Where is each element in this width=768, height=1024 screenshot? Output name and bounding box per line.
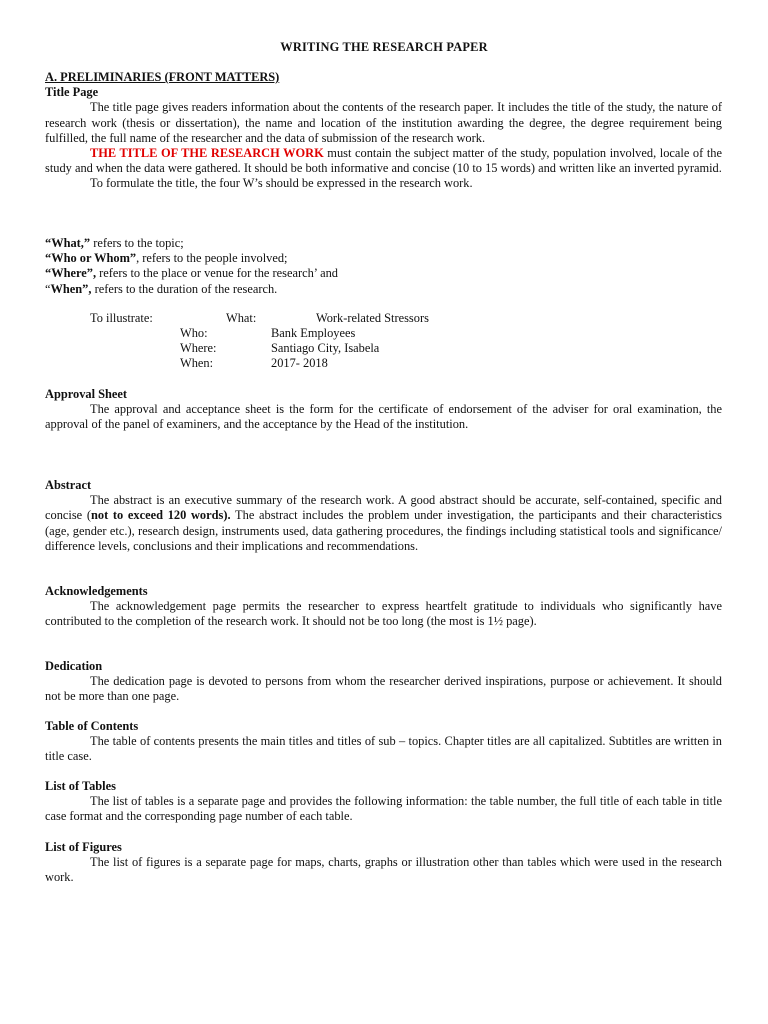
illustrate-value: Bank Employees [271, 326, 356, 340]
illustrate-label: Where: [180, 341, 217, 355]
w-item-what: “What,” refers to the topic; [45, 236, 184, 250]
title-rule-paragraph [45, 146, 722, 176]
acknowledgements-heading: Acknowledgements [45, 584, 148, 598]
illustrate-value: 2017- 2018 [271, 356, 328, 370]
approval-section [45, 387, 722, 433]
illustrate-row-where [45, 341, 722, 356]
acknowledgements-section [45, 584, 722, 630]
four-ws-paragraph: To formulate the title, the four W’s should be expressed in the research work. [90, 176, 473, 191]
dedication-heading: Dedication [45, 659, 103, 673]
acknowledgements-paragraph: The acknowledgement page permits the researcher to express heartfelt gratitude to individuals who significantly have contributed to the completion of the research work. It should not be too long (the most is 1½ page). [45, 599, 722, 629]
abstract-paragraph: The abstract is an executive summary of the research work. A good abstract should be accurate, self-contained, specific and concise (not to exceed 120 words). The abstract includes the problem under investigation, the participants and their characteristics (age, gender etc.), research design, instruments used, data gathering procedures, the findings including statistical tools and significance/ difference levels, conclusions and their implications and recommendations. [45, 493, 722, 553]
toc-section [45, 719, 722, 765]
illustrate-value: Santiago City, Isabela [271, 341, 380, 355]
illustrate-label: When: [180, 356, 214, 370]
list-of-tables-paragraph: The list of tables is a separate page and provides the following information: the table number, the full title of each table in title case format and the corresponding page number of each table. [45, 794, 722, 824]
illustrate-row-when [45, 356, 722, 371]
w-item-who: “Who or Whom”, refers to the people involved; [45, 251, 288, 266]
abstract-heading: Abstract [45, 478, 92, 492]
document-title: WRITING THE RESEARCH PAPER [280, 40, 488, 54]
list-of-tables-heading: List of Tables [45, 779, 116, 793]
list-of-figures-heading: List of Figures [45, 840, 122, 854]
title-page-section [45, 70, 722, 192]
w-item-where: “Where”, refers to the place or venue for the research’ and [45, 266, 338, 281]
illustrate-label: What: [226, 311, 257, 325]
four-ws-list [45, 236, 722, 297]
illustrate-value: Work-related Stressors [316, 311, 429, 325]
illustration-block [45, 311, 722, 371]
dedication-section [45, 659, 722, 705]
illustrate-lead: To illustrate: [90, 311, 153, 325]
title-page-heading: Title Page [45, 85, 99, 100]
illustrate-row-what [45, 311, 722, 326]
illustrate-row-who [45, 326, 722, 341]
abstract-section [45, 478, 722, 554]
title-page-paragraph: The title page gives readers information about the contents of the research paper. It includes the title of the study, the nature of research work (thesis or dissertation), the name and location of the institution awarding the degree, the degree requirement being fulfilled, the full name of the researcher and the data of submission of the research work. [45, 100, 722, 145]
dedication-paragraph: The dedication page is devoted to persons from whom the researcher derived inspirations, purpose or achievement. It should not be more than one page. [45, 674, 722, 704]
toc-heading: Table of Contents [45, 719, 139, 733]
illustrate-label: Who: [180, 326, 208, 340]
list-of-tables-section [45, 779, 722, 825]
section-a-heading: A. PRELIMINARIES (FRONT MATTERS) [45, 70, 280, 84]
approval-paragraph: The approval and acceptance sheet is the form for the certificate of endorsement of the adviser for oral examination, the approval of the panel of examiners, and the acceptance by the Head of the institution. [45, 402, 722, 432]
list-of-figures-paragraph: The list of figures is a separate page for maps, charts, graphs or illustration other than tables which were used in the research work. [45, 855, 722, 885]
approval-heading: Approval Sheet [45, 387, 128, 401]
title-rule-lead: THE TITLE OF THE RESEARCH WORK [90, 146, 324, 161]
title-rule-text: must contain the subject matter of the study, population involved, locale of the study and when the data were gathered. It should be both informative and concise (10 to 15 words) and written like an inverted pyramid. [45, 146, 722, 176]
toc-paragraph: The table of contents presents the main titles and titles of sub – topics. Chapter titles are all capitalized. Subtitles are written in title case. [45, 734, 722, 764]
w-item-when: “When”, refers to the duration of the research. [45, 281, 278, 296]
list-of-figures-section [45, 840, 722, 886]
